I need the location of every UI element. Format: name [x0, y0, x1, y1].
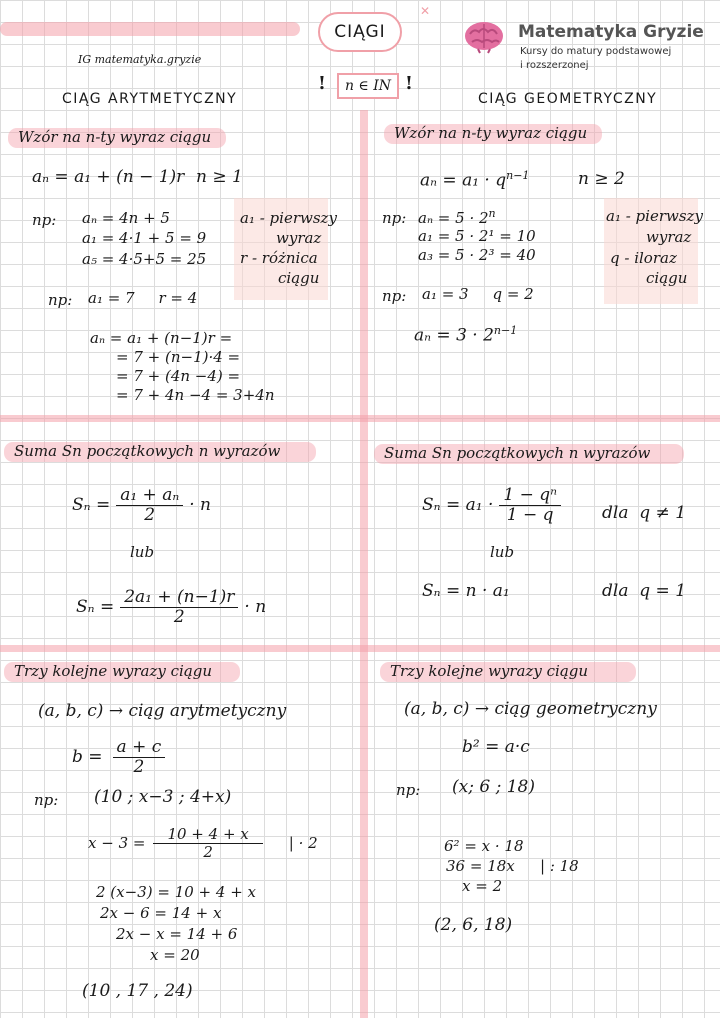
left-s3-b-lhs: b =: [72, 746, 103, 767]
brain-icon: [464, 20, 504, 54]
right-s3-example: (x; 6 ; 18): [452, 777, 535, 797]
right-s2-cond-1: dla q ≠ 1: [602, 503, 687, 523]
left-legend-line-4: ciągu: [278, 269, 320, 287]
right-s1-np: np:: [382, 209, 407, 227]
left-s3-np: np:: [34, 791, 59, 809]
left-s1-given: a₁ = 7 r = 4: [88, 289, 198, 307]
left-s3-b-den: 2: [133, 756, 145, 777]
left-s2-num-2: 2a₁ + (n−1)r: [120, 588, 238, 608]
left-s3-step-3: 2x − x = 14 + 6: [116, 925, 238, 943]
right-s1-ex2: a₁ = 5 · 2¹ = 10: [418, 227, 536, 245]
divider-2: [0, 645, 720, 652]
left-s3-eq-num: 10 + 4 + x: [153, 826, 262, 844]
sparkle-decoration: ✕: [420, 4, 431, 18]
left-s2-formula-2: [76, 588, 266, 626]
domain-label: n ∈ IN: [337, 73, 399, 99]
left-s1-calc-1: aₙ = a₁ + (n−1)r =: [90, 329, 233, 347]
left-s1-calc-3: = 7 + (4n −4) =: [116, 367, 241, 385]
right-s2-formula-2: Sₙ = n · a₁: [422, 581, 510, 601]
left-s3-step-1: 2 (x−3) = 10 + 4 + x: [96, 883, 256, 901]
right-column-heading: CIĄG GEOMETRYCZNY: [478, 91, 658, 107]
instagram-handle: IG matematyka.gryzie: [78, 53, 202, 66]
left-s3-b-num: a + c: [113, 738, 166, 758]
right-s1-title: Wzór na n-ty wyraz ciągu: [384, 124, 602, 144]
brand-subtitle-1: Kursy do matury podstawowej: [520, 46, 672, 57]
left-column-heading: CIĄG ARYTMETYCZNY: [62, 91, 238, 107]
right-s3-title: Trzy kolejne wyrazy ciągu: [380, 662, 636, 682]
left-s3-b-relation: [72, 738, 165, 776]
right-s2-num: 1 − qⁿ: [499, 486, 561, 506]
left-s1-ex2: a₁ = 4·1 + 5 = 9: [82, 229, 207, 247]
left-s3-step-4: x = 20: [150, 946, 200, 964]
right-s1-formula: [420, 170, 529, 190]
left-s2-tail-1: · n: [189, 494, 211, 515]
right-s2-den: 1 − q: [506, 504, 554, 525]
right-s1-ex1-exp: n: [488, 207, 496, 220]
vertical-divider: [360, 110, 368, 1018]
right-s1-given: a₁ = 3 q = 2: [422, 285, 534, 303]
right-legend-line-3: q - iloraz: [610, 249, 677, 267]
left-s1-calc-2: = 7 + (n−1)·4 =: [116, 348, 241, 366]
left-s3-result: (10 , 17 , 24): [82, 981, 193, 1001]
left-s3-equation: [88, 826, 318, 860]
left-s3-eq-fraction: [153, 826, 262, 860]
right-legend-line-1: a₁ - pierwszy: [606, 207, 703, 225]
left-legend-line-1: a₁ - pierwszy: [240, 209, 337, 227]
left-s3-eq-lhs: x − 3 =: [88, 833, 146, 852]
left-s1-formula: aₙ = a₁ + (n − 1)r: [32, 167, 185, 187]
right-s1-formula-base: aₙ = a₁ · q: [420, 170, 507, 191]
left-s2-or: lub: [130, 543, 155, 561]
exclamation-right: !: [405, 73, 413, 94]
left-s1-title: Wzór na n-ty wyraz ciągu: [8, 128, 226, 148]
divider-1: [0, 415, 720, 422]
page-title: CIĄGI: [318, 12, 402, 52]
left-s1-ex3: a₅ = 4·5+5 = 25: [82, 250, 207, 268]
left-s2-title: Suma Sn początkowych n wyrazów: [4, 442, 316, 462]
right-s1-ex1: [418, 208, 496, 227]
left-s1-cond: n ≥ 1: [196, 167, 243, 187]
right-s1-calc-exp: n−1: [493, 324, 518, 337]
right-s2-cond-2: dla q = 1: [602, 581, 687, 601]
right-s1-np2: np:: [382, 287, 407, 305]
right-legend-line-4: ciągu: [646, 269, 688, 287]
left-s1-ex1: aₙ = 4n + 5: [82, 209, 170, 227]
right-s1-calc: [414, 325, 517, 345]
left-s3-step-2: 2x − 6 = 14 + x: [100, 904, 222, 922]
left-s2-fraction-2: [120, 588, 238, 626]
brand-subtitle-2: i rozszerzonej: [520, 60, 589, 71]
left-s3-eq-den: 2: [203, 842, 213, 861]
right-s2-lhs: Sₙ = a₁ ·: [422, 494, 494, 515]
left-s1-calc-4: = 7 + 4n −4 = 3+4n: [116, 386, 275, 404]
left-legend-line-3: r - różnica: [240, 249, 318, 267]
left-s2-den-2: 2: [173, 606, 185, 627]
left-s1-np2: np:: [48, 291, 73, 309]
left-s2-lhs-2: Sₙ =: [76, 596, 115, 617]
left-s1-np: np:: [32, 211, 57, 229]
exclamation-left: !: [318, 73, 326, 94]
right-s3-result: (2, 6, 18): [434, 915, 513, 935]
right-s3-step-2-op: | : 18: [540, 857, 579, 875]
right-s2-title: Suma Sn początkowych n wyrazów: [374, 444, 684, 464]
left-s3-eq-op: | · 2: [288, 833, 318, 852]
right-s3-step-3: x = 2: [462, 877, 503, 895]
left-s2-den-1: 2: [144, 504, 156, 525]
right-s1-calc-base: aₙ = 3 · 2: [414, 325, 494, 346]
right-legend-line-2: wyraz: [646, 228, 692, 246]
right-s1-ex1-base: aₙ = 5 · 2: [418, 209, 489, 227]
left-s2-tail-2: · n: [244, 596, 267, 617]
right-s3-relation: b² = a·c: [462, 737, 530, 757]
left-legend-line-2: wyraz: [276, 229, 322, 247]
right-s2-or: lub: [490, 543, 515, 561]
left-s2-fraction-1: [116, 486, 183, 524]
header-stripe: [0, 22, 300, 36]
left-s3-example: (10 ; x−3 ; 4+x): [94, 787, 232, 807]
left-s3-b-fraction: [113, 738, 166, 776]
right-s1-ex3: a₃ = 5 · 2³ = 40: [418, 246, 536, 264]
right-s3-def: (a, b, c) → ciąg geometryczny: [404, 699, 657, 719]
right-s3-np: np:: [396, 781, 421, 799]
right-s1-cond: n ≥ 2: [578, 169, 625, 189]
right-s3-step-2: 36 = 18x: [446, 857, 515, 875]
left-s3-def: (a, b, c) → ciąg arytmetyczny: [38, 701, 287, 721]
right-s3-step-1: 6² = x · 18: [444, 837, 524, 855]
right-s2-fraction: [499, 486, 561, 524]
right-s2-formula-1: [422, 486, 561, 524]
brand-title: Matematyka Gryzie: [518, 22, 704, 42]
right-s1-formula-exp: n−1: [506, 169, 530, 182]
left-s2-lhs-1: Sₙ =: [72, 494, 111, 515]
left-s3-title: Trzy kolejne wyrazy ciągu: [4, 662, 240, 682]
left-s2-num-1: a₁ + aₙ: [116, 486, 183, 506]
left-s2-formula-1: [72, 486, 211, 524]
